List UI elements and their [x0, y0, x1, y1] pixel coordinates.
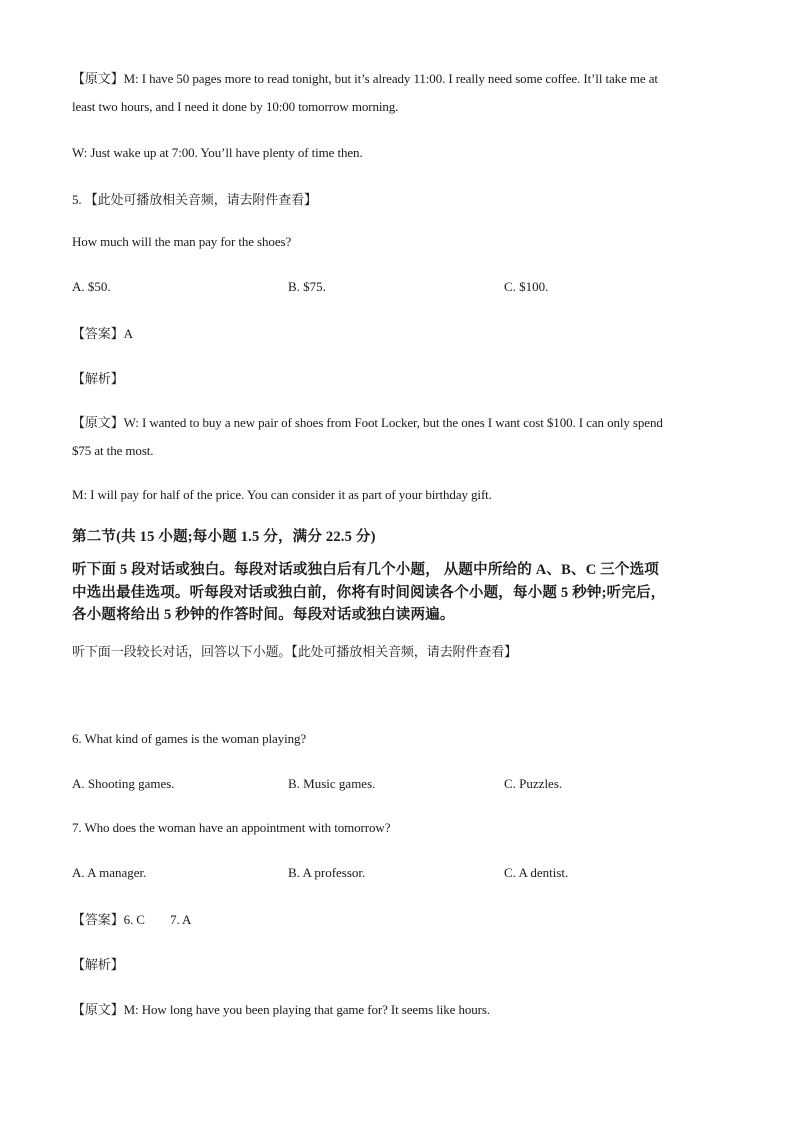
option-c: C. Puzzles. [504, 776, 563, 791]
section-title: 第二节(共 15 小题;每小题 1.5 分，满分 22.5 分) [72, 529, 376, 545]
transcript-line: 【原文】W: I wanted to buy a new pair of shoes from Foot Locker, but the ones I want cost $100. I can only spend [72, 415, 663, 430]
option-a: A. A manager. [72, 865, 147, 880]
transcript-line: 【原文】M: How long have you been playing that game for? It seems like hours. [72, 1002, 491, 1017]
section-instructions: 各小题将给出 5 秒钟的作答时间。每段对话或独白读两遍。 [72, 607, 455, 623]
option-a: A. $50. [72, 279, 111, 294]
question-7-text: 7. Who does the woman have an appointment with tomorrow? [72, 820, 391, 835]
question-5-header: 5. 【此处可播放相关音频，请去附件查看】 [72, 192, 317, 207]
question-5-text: How much will the man pay for the shoes? [72, 234, 292, 249]
option-b: B. Music games. [288, 776, 376, 791]
transcript-line: least two hours, and I need it done by 10:00 tomorrow morning. [72, 99, 399, 114]
transcript-line: $75 at the most. [72, 443, 154, 458]
transcript-line: M: I will pay for half of the price. You can consider it as part of your birthday gift. [72, 487, 492, 502]
section-instructions: 中选出最佳选项。听每段对话或独白前，你将有时间阅读各个小题，每小题 5 秒钟;听完后， [72, 585, 666, 601]
question-6-text: 6. What kind of games is the woman playing? [72, 731, 307, 746]
option-b: B. A professor. [288, 865, 366, 880]
option-b: B. $75. [288, 279, 326, 294]
analysis-label: 【解析】 [72, 957, 124, 972]
listen-instruction: 听下面一段较长对话，回答以下小题。【此处可播放相关音频，请去附件查看】 [72, 644, 518, 659]
option-c: C. A dentist. [504, 865, 569, 880]
transcript-line: W: Just wake up at 7:00. You’ll have plenty of time then. [72, 145, 363, 160]
transcript-line: 【原文】M: I have 50 pages more to read tonight, but it’s already 11:00. I really need some coffee. It’ll take me at [72, 71, 658, 86]
section-instructions: 听下面 5 段对话或独白。每段对话或独白后有几个小题， 从题中所给的 A、B、C 三个选项 [72, 562, 659, 578]
option-c: C. $100. [504, 279, 549, 294]
answer-label: 【答案】6. C 7. A [72, 912, 192, 927]
analysis-label: 【解析】 [72, 371, 124, 386]
option-a: A. Shooting games. [72, 776, 175, 791]
answer-label: 【答案】A [72, 326, 133, 341]
